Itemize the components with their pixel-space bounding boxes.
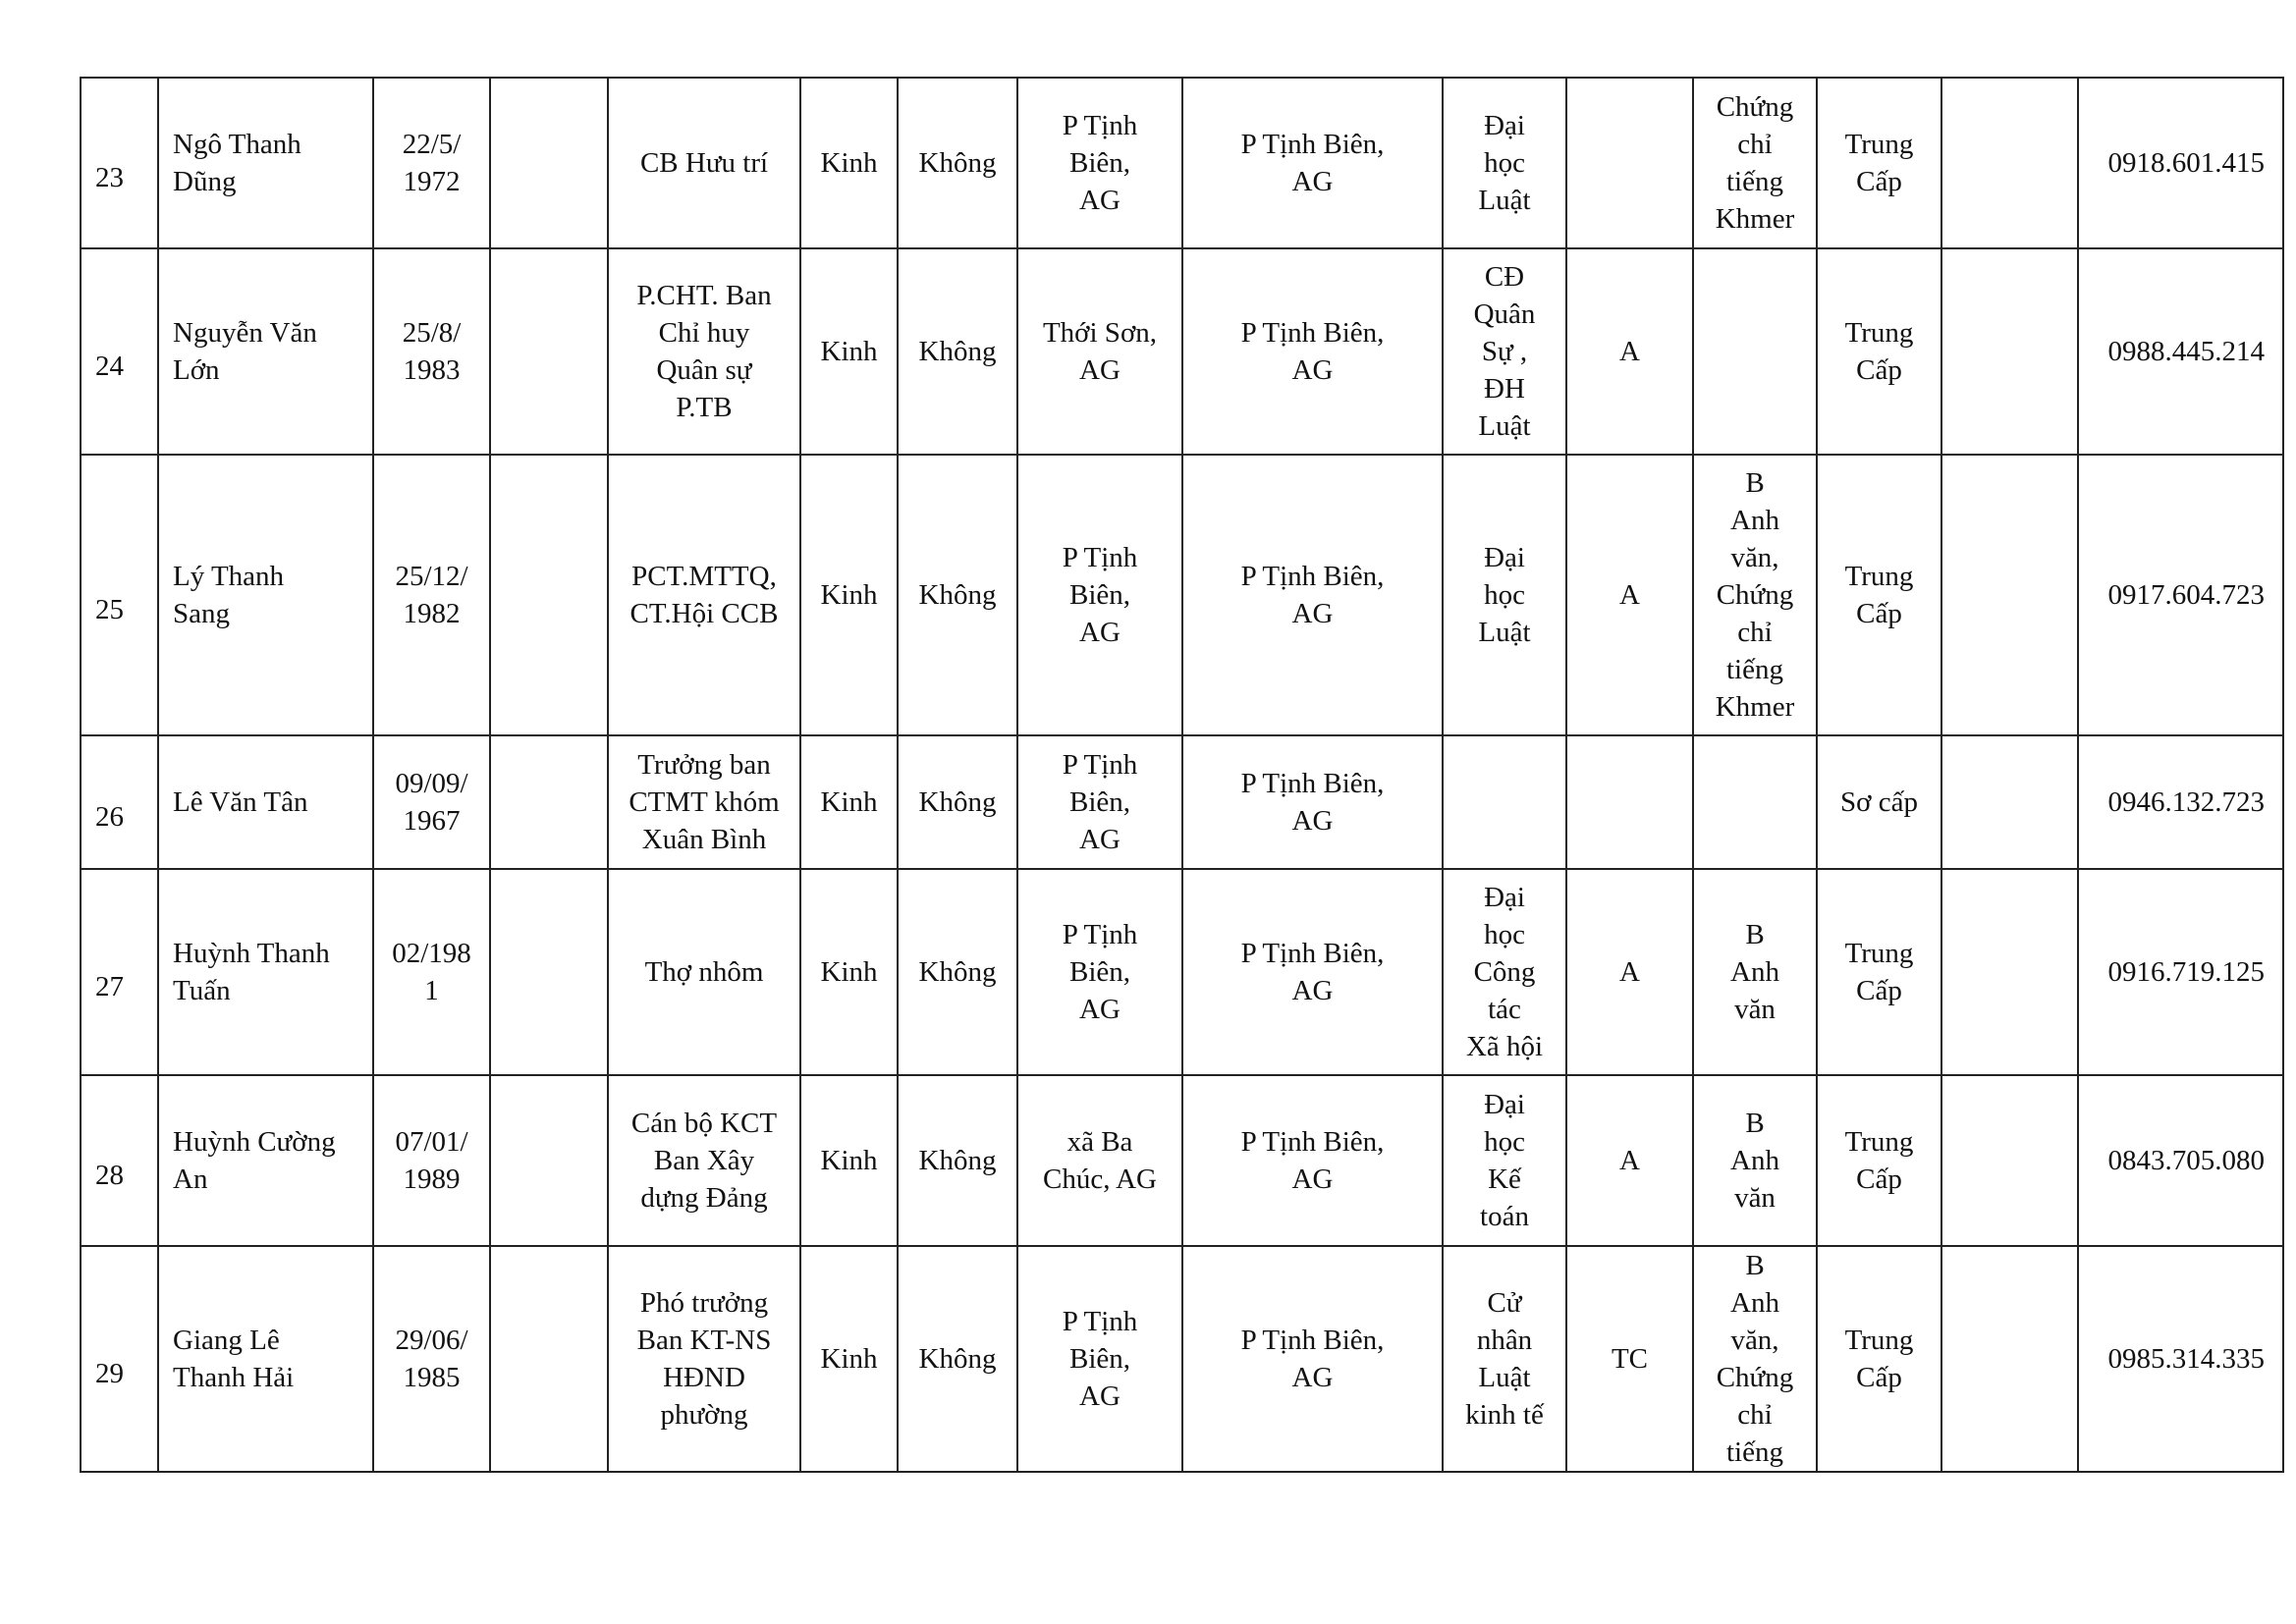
cell-phone (2078, 1075, 2283, 1246)
cell-ethnic (800, 869, 898, 1075)
cell-it-level (1566, 1246, 1693, 1472)
cell-ethnic-text: Kinh (820, 1145, 878, 1176)
cell-dob (373, 869, 490, 1075)
cell-residence (1182, 869, 1443, 1075)
cell-hometown (1017, 455, 1182, 735)
cell-education-text: Đại học Kế toán (1480, 1089, 1529, 1232)
cell-religion (898, 248, 1017, 455)
cell-it-level-text: A (1619, 956, 1640, 988)
table-row (81, 1075, 2283, 1246)
cell-stt-text: 27 (95, 971, 124, 1002)
cell-education-text: Đại học Công tác Xã hội (1465, 882, 1544, 1062)
cell-stt (81, 869, 158, 1075)
cell-religion-text: Không (918, 336, 997, 367)
cell-blank-2 (1941, 1246, 2078, 1472)
cell-language-text: B Anh văn (1730, 1108, 1779, 1214)
cell-hometown (1017, 78, 1182, 248)
cell-religion (898, 78, 1017, 248)
cell-politics (1817, 869, 1941, 1075)
cell-ethnic (800, 1246, 898, 1472)
cell-name (158, 78, 373, 248)
cell-it-level (1566, 869, 1693, 1075)
cell-name (158, 1075, 373, 1246)
cell-religion-text: Không (918, 579, 997, 611)
cell-it-level-text: A (1619, 579, 1640, 611)
cell-stt-text: 29 (95, 1358, 124, 1389)
cell-residence (1182, 1075, 1443, 1246)
cell-blank (490, 455, 608, 735)
table-body (81, 78, 2283, 1472)
cell-religion (898, 455, 1017, 735)
cell-religion (898, 735, 1017, 869)
cell-education (1443, 455, 1566, 735)
cell-dob-text: 25/8/ 1983 (402, 317, 462, 386)
cell-dob (373, 78, 490, 248)
cell-dob-text: 09/09/ 1967 (395, 768, 468, 837)
cell-position-text: Trưởng ban CTMT khóm Xuân Bình (629, 749, 780, 855)
cell-name (158, 455, 373, 735)
cell-education (1443, 1075, 1566, 1246)
cell-residence (1182, 455, 1443, 735)
cell-education (1443, 78, 1566, 248)
cell-education (1443, 735, 1566, 869)
cell-religion-text: Không (918, 147, 997, 179)
cell-dob (373, 735, 490, 869)
cell-stt (81, 1075, 158, 1246)
cell-language-text: B Anh văn (1730, 919, 1779, 1025)
cell-language (1693, 78, 1817, 248)
cell-politics-text: Trung Cấp (1844, 1325, 1914, 1393)
cell-language (1693, 869, 1817, 1075)
cell-name-text: Huỳnh Thanh Tuấn (173, 938, 330, 1006)
cell-phone-text: 0946.132.723 (2107, 786, 2265, 818)
cell-blank (490, 78, 608, 248)
cell-residence-text: P Tịnh Biên, AG (1240, 129, 1385, 197)
cell-hometown (1017, 869, 1182, 1075)
cell-position (608, 455, 800, 735)
table-row (81, 78, 2283, 248)
cell-phone (2078, 78, 2283, 248)
cell-blank (490, 1075, 608, 1246)
cell-politics-text: Trung Cấp (1844, 938, 1914, 1006)
cell-ethnic (800, 248, 898, 455)
cell-name-text: Lê Văn Tân (173, 786, 308, 818)
cell-religion-text: Không (918, 786, 997, 818)
cell-stt-text: 28 (95, 1160, 124, 1191)
cell-education-text: Đại học Luật (1478, 110, 1531, 216)
cell-phone-text: 0917.604.723 (2107, 579, 2265, 611)
cell-blank-2 (1941, 78, 2078, 248)
cell-ethnic-text: Kinh (820, 147, 878, 179)
cell-education-text: Đại học Luật (1478, 542, 1531, 648)
cell-phone-text: 0918.601.415 (2107, 147, 2265, 179)
cell-position-text: Thợ nhôm (644, 956, 764, 988)
cell-politics (1817, 1075, 1941, 1246)
cell-stt (81, 735, 158, 869)
cell-language-text: B Anh văn, Chứng chỉ tiếng Khmer (1715, 467, 1795, 723)
cell-residence-text: P Tịnh Biên, AG (1240, 1126, 1385, 1195)
cell-language-text: B Anh văn, Chứng chỉ tiếng (1716, 1250, 1794, 1468)
cell-dob (373, 1246, 490, 1472)
cell-position-text: PCT.MTTQ, CT.Hội CCB (629, 561, 779, 629)
cell-dob-text: 29/06/ 1985 (395, 1325, 468, 1393)
cell-politics-text: Trung Cấp (1844, 1126, 1914, 1195)
cell-dob-text: 22/5/ 1972 (402, 129, 462, 197)
cell-stt-text: 26 (95, 801, 124, 833)
cell-ethnic (800, 78, 898, 248)
table-row (81, 248, 2283, 455)
cell-residence-text: P Tịnh Biên, AG (1240, 938, 1385, 1006)
cell-name-text: Lý Thanh Sang (173, 561, 285, 629)
cell-phone-text: 0985.314.335 (2107, 1343, 2265, 1375)
cell-stt (81, 1246, 158, 1472)
cell-politics (1817, 455, 1941, 735)
cell-residence-text: P Tịnh Biên, AG (1240, 1325, 1385, 1393)
cell-blank (490, 735, 608, 869)
cell-ethnic-text: Kinh (820, 1343, 878, 1375)
cell-stt (81, 248, 158, 455)
cell-education-text: Cử nhân Luật kinh tế (1465, 1287, 1544, 1431)
cell-hometown-text: P Tịnh Biên, AG (1062, 542, 1138, 648)
cell-hometown-text: P Tịnh Biên, AG (1062, 749, 1138, 855)
cell-phone (2078, 1246, 2283, 1472)
cell-residence-text: P Tịnh Biên, AG (1240, 317, 1385, 386)
cell-name-text: Huỳnh Cường An (173, 1126, 336, 1195)
cell-residence (1182, 248, 1443, 455)
cell-language (1693, 735, 1817, 869)
cell-language (1693, 248, 1817, 455)
cell-phone (2078, 455, 2283, 735)
cell-phone-text: 0988.445.214 (2107, 336, 2265, 367)
cell-hometown-text: P Tịnh Biên, AG (1062, 1306, 1138, 1412)
cell-hometown (1017, 248, 1182, 455)
cell-name-text: Ngô Thanh Dũng (173, 129, 301, 197)
cell-ethnic-text: Kinh (820, 956, 878, 988)
cell-religion (898, 869, 1017, 1075)
cell-ethnic-text: Kinh (820, 579, 878, 611)
cell-politics (1817, 735, 1941, 869)
cell-it-level (1566, 1075, 1693, 1246)
cell-education (1443, 248, 1566, 455)
cell-ethnic-text: Kinh (820, 786, 878, 818)
cell-name (158, 248, 373, 455)
table-row (81, 455, 2283, 735)
cell-it-level (1566, 735, 1693, 869)
cell-position (608, 248, 800, 455)
cell-blank-2 (1941, 735, 2078, 869)
cell-hometown (1017, 1246, 1182, 1472)
cell-blank-2 (1941, 455, 2078, 735)
cell-ethnic (800, 455, 898, 735)
cell-education (1443, 1246, 1566, 1472)
cell-it-level-text: TC (1611, 1343, 1649, 1375)
cell-phone-text: 0916.719.125 (2107, 956, 2265, 988)
cell-residence (1182, 735, 1443, 869)
cell-hometown (1017, 735, 1182, 869)
cell-dob-text: 02/198 1 (392, 938, 471, 1006)
cell-dob-text: 25/12/ 1982 (395, 561, 468, 629)
cell-dob (373, 1075, 490, 1246)
table-row (81, 735, 2283, 869)
cell-hometown-text: P Tịnh Biên, AG (1062, 110, 1138, 216)
cell-stt (81, 455, 158, 735)
cell-name (158, 735, 373, 869)
cell-blank (490, 1246, 608, 1472)
cell-blank (490, 869, 608, 1075)
cell-phone (2078, 735, 2283, 869)
cell-ethnic (800, 735, 898, 869)
cell-stt-text: 23 (95, 162, 124, 193)
cell-name-text: Giang Lê Thanh Hải (173, 1325, 295, 1393)
cell-stt-text: 24 (95, 351, 124, 382)
cell-blank (490, 248, 608, 455)
cell-it-level (1566, 248, 1693, 455)
cell-language (1693, 1246, 1817, 1472)
cell-position-text: Cán bộ KCT Ban Xây dựng Đảng (630, 1108, 778, 1214)
cell-politics-text: Trung Cấp (1844, 561, 1914, 629)
cell-blank-2 (1941, 248, 2078, 455)
cell-it-level (1566, 455, 1693, 735)
cell-politics-text: Trung Cấp (1844, 129, 1914, 197)
cell-language (1693, 1075, 1817, 1246)
cell-hometown-text: P Tịnh Biên, AG (1062, 919, 1138, 1025)
table-row (81, 1246, 2283, 1472)
cell-education (1443, 869, 1566, 1075)
cell-blank-2 (1941, 1075, 2078, 1246)
cell-it-level-text: A (1619, 1145, 1640, 1176)
cell-name (158, 869, 373, 1075)
cell-name (158, 1246, 373, 1472)
cell-religion (898, 1075, 1017, 1246)
cell-stt-text: 25 (95, 594, 124, 625)
cell-residence (1182, 1246, 1443, 1472)
cell-hometown (1017, 1075, 1182, 1246)
cell-language-text: Chứng chỉ tiếng Khmer (1715, 91, 1795, 235)
table-row (81, 869, 2283, 1075)
cell-it-level (1566, 78, 1693, 248)
cell-position-text: P.CHT. Ban Chỉ huy Quân sự P.TB (636, 280, 772, 423)
cell-language (1693, 455, 1817, 735)
cell-position-text: CB Hưu trí (639, 147, 769, 179)
cell-religion-text: Không (918, 956, 997, 988)
cell-position (608, 869, 800, 1075)
cell-blank-2 (1941, 869, 2078, 1075)
cell-position (608, 78, 800, 248)
cell-residence-text: P Tịnh Biên, AG (1240, 768, 1385, 837)
cell-phone-text: 0843.705.080 (2107, 1145, 2265, 1176)
cell-position (608, 1075, 800, 1246)
cell-hometown-text: Thới Sơn, AG (1042, 317, 1158, 386)
cell-education-text: CĐ Quân Sự , ĐH Luật (1473, 261, 1536, 442)
cell-dob (373, 455, 490, 735)
cell-hometown-text: xã Ba Chúc, AG (1043, 1126, 1157, 1195)
cell-position-text: Phó trưởng Ban KT-NS HĐND phường (636, 1287, 772, 1431)
cell-dob-text: 07/01/ 1989 (395, 1126, 468, 1195)
cell-politics (1817, 78, 1941, 248)
cell-ethnic-text: Kinh (820, 336, 878, 367)
cell-dob (373, 248, 490, 455)
cell-residence (1182, 78, 1443, 248)
cell-phone (2078, 869, 2283, 1075)
cell-it-level-text: A (1619, 336, 1640, 367)
cell-residence-text: P Tịnh Biên, AG (1240, 561, 1385, 629)
cell-politics (1817, 1246, 1941, 1472)
cell-position (608, 1246, 800, 1472)
cell-politics (1817, 248, 1941, 455)
cell-stt (81, 78, 158, 248)
cell-religion-text: Không (918, 1145, 997, 1176)
cell-ethnic (800, 1075, 898, 1246)
cell-politics-text: Sơ cấp (1840, 786, 1918, 818)
cell-position (608, 735, 800, 869)
cell-religion-text: Không (918, 1343, 997, 1375)
cell-name-text: Nguyễn Văn Lớn (173, 317, 317, 386)
cell-religion (898, 1246, 1017, 1472)
cell-politics-text: Trung Cấp (1844, 317, 1914, 386)
cell-phone (2078, 248, 2283, 455)
candidate-table (80, 77, 2284, 1473)
